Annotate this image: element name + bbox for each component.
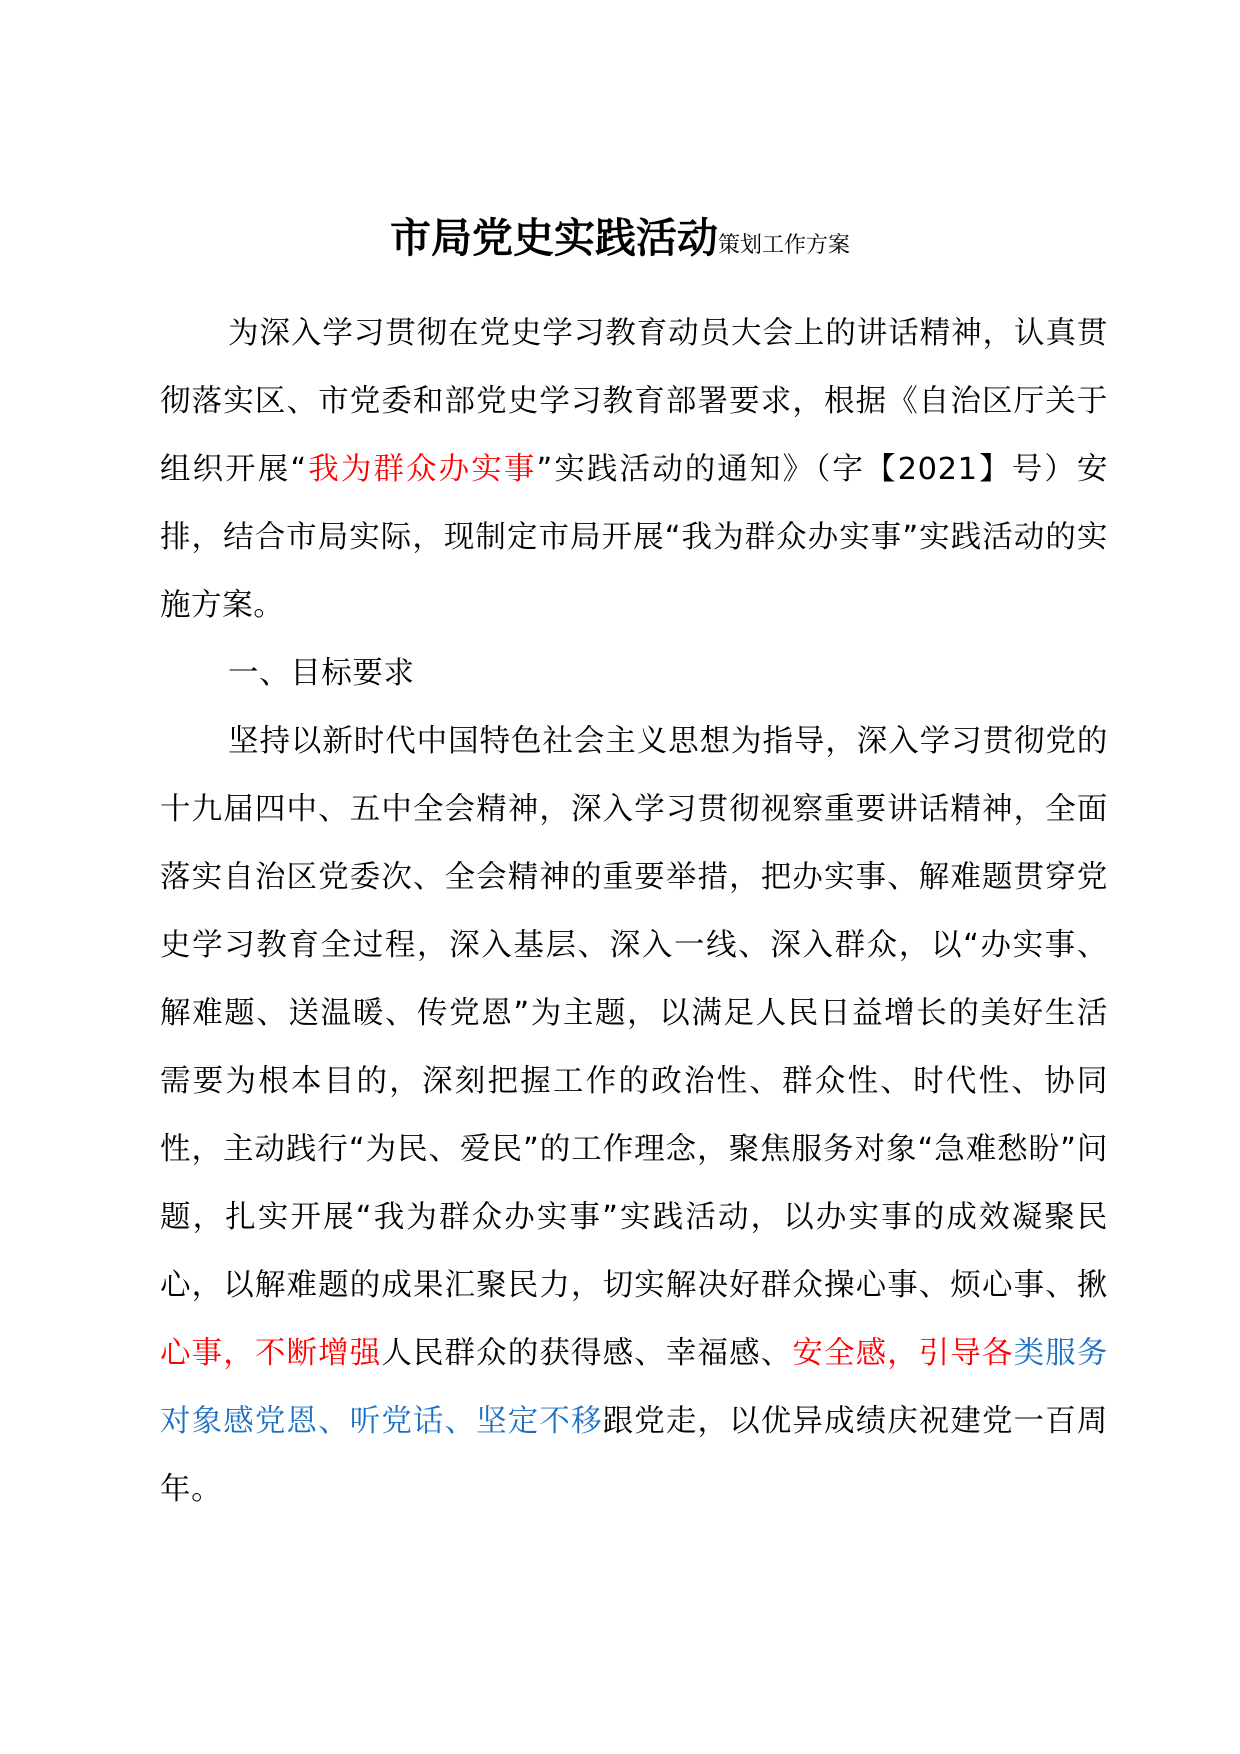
goals-text-part1: 坚持以新时代中国特色社会主义思想为指导，深入学习贯彻党的十九届四中、五中全会精神，深入学习贯彻视察重要讲话精神，全面落实自治区党委次、全会精神的重要举措，把办实事、解难题贯穿党史学习教育全过程，深入基层、深入一线、深入群众，以“办实事、解难题、送温暖、传党恩”为主题，以满足人民日益增长的美好生活需要为根本目的，深刻把握工作的政治性、群众性、时代性、协同性，主动践行“为民、爱民”的工作理念，聚焦服务对象“急难愁盼”问题，扎实开展“我为群众办实事”实践活动，以办实事的成效凝聚民心，以解难题的成果汇聚民力，切实解决好群众操心事、烦心事、揪	[160, 724, 1108, 1303]
document-title	[0, 205, 1240, 264]
goals-highlight-blue: 类服务对象感党恩、听党话、坚定不移	[160, 1336, 1109, 1439]
goals-highlight-red-1: 心事，不断增强	[160, 1336, 382, 1371]
title-subtitle: 策划工作方案	[717, 233, 850, 258]
intro-text-part1: 为深入学习贯彻在党史学习教育动员大会上的讲话精神，认真贯彻落实区、市党委和部党史学习教育部署要求，根据《自治区厅关于组织开展“	[160, 316, 1108, 487]
goals-text-part2: 人民群众的获得感、幸福感、	[381, 1336, 793, 1371]
goals-text-part3: 跟党走，以优异成绩庆祝建党一百周年。	[160, 1404, 1108, 1507]
section-heading: 一、目标要求	[228, 656, 415, 691]
intro-paragraph	[160, 300, 1108, 640]
title-main: 市局党史实践活动	[389, 214, 718, 262]
document-body	[160, 300, 1108, 1524]
goals-paragraph	[160, 708, 1108, 1524]
intro-text-part2: ”实践活动的通知》（字【2021】号）安排，结合市局实际，现制定市局开展“我为群众办实事”实践活动的实施方案。	[160, 452, 1109, 623]
goals-highlight-red-2: 安全感，引导各	[792, 1336, 1014, 1371]
intro-highlight-red: 我为群众办实事	[306, 452, 537, 487]
